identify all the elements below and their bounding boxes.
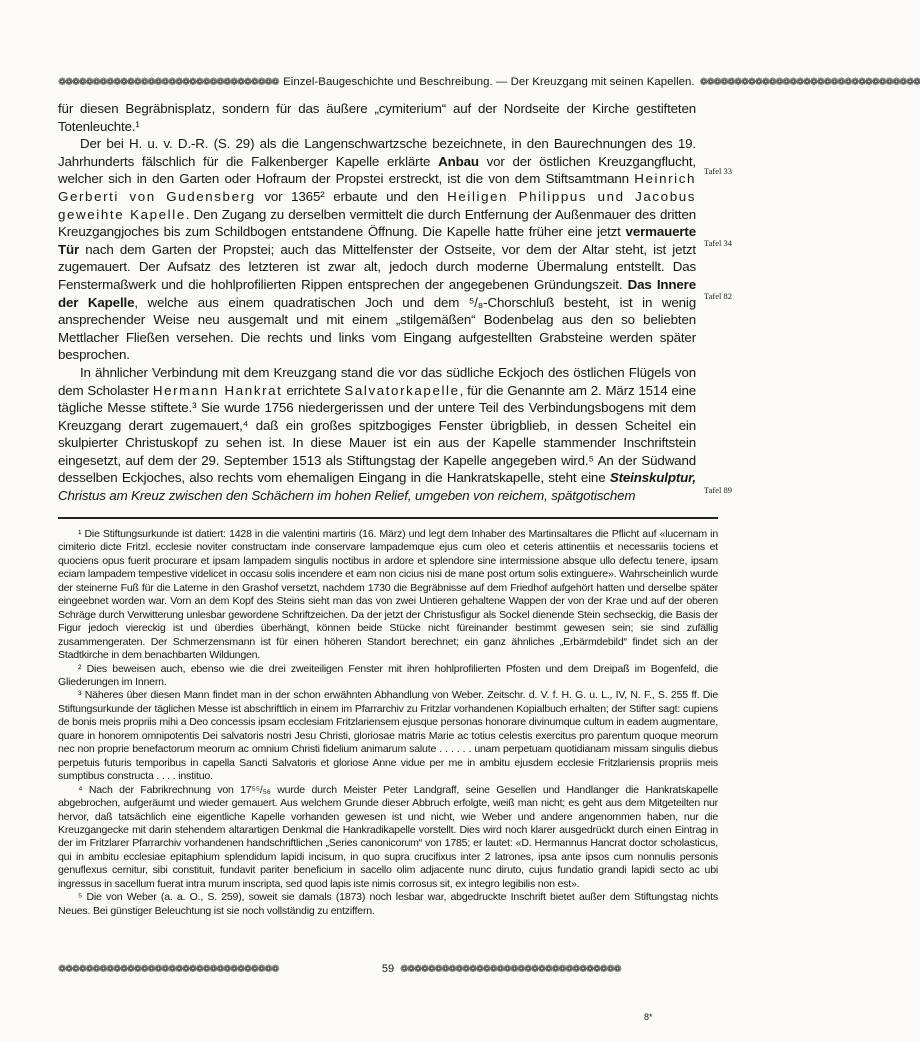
footer-ornament-right: ❁❁❁❁❁❁❁❁❁❁❁❁❁❁❁❁❁❁❁❁❁❁❁❁❁❁❁❁❁❁❁❁ [400,963,621,975]
text-span: , für die Genannte am 2. März 1514 eine tägliche Messe stiftete.³ Sie wurde 1756 niedergerissen und der untere Teil des Verbindungsbogens mit dem Kreuzgang derart zugemauert,⁴ daß ein großes spitzbogiges Fenster übrigblieb, in dessen Scheitel ein skulpierter Christuskopf zu sehen ist. In diese Mauer ist ein aus der Kapelle stammender Inschriftstein eingesetzt, auf dem der 29. September 1513 als Stiftungstag der Kapelle angegeben wird.⁵ An der Südwand desselben Eckjoches, also rechts vom ehemaligen Eingang in die Hankratskapelle, steht eine [58,382,696,486]
text-span: In ähnlicher Verbindung mit dem Kreuzgang stand die vor das südliche Eckjoch des östlichen Flügels von dem Scholaster [58,364,696,398]
text-span: Der bei H. u. v. D.-R. (S. 29) als die Langenschwartzsche bezeichnete, in den Baurechnungen des 19. Jahrhunderts fälschlich für die Falkenberger Kapelle erklärte [58,136,696,169]
term-steinskulptur: Steinskulptur, [609,470,696,486]
margin-note-tafel-82: Tafel 82 [704,291,732,301]
text-span: . Den Zugang zu derselben vermittelt die durch Entfernung der Außenmauer des dritten Kreuzgangjoches bis zum Schildbogen entstandene Öffnung. Die Kapelle hatte früher eine jetzt [58,206,696,240]
text-span: vor 1365² erbaute und den [255,188,448,204]
term-anbau: Anbau [438,153,479,169]
running-header [58,74,920,90]
page-footer [58,962,718,976]
footnote-3: ³ Näheres über diesen Mann findet man in der schon erwähnten Abhandlung von Weber. Zeitschr. d. V. f. H. G. u. L., IV, N. F., S. 255 ff. Die Stiftungsurkunde der täglichen Messe ist abschriftlich in einem im Pfarrarchiv zu Fritzlar vorhandenen Kopialbuch erhalten; der Stifter sagt: cupiens de bonis meis propriis mihi a Deo concessis ipsam ecclesiam Fritzlariensem ejusque personas honorare divinumque cultum in eadem augmentare, quare in honorem omnipotentis Dei salvatoris nostri Jesu Christi, gloriosae matris Marie ac totius celestis exercitus pro parentum quoque meorum nec non proprie benefactorum meorum ac omnium Christi fidelium animarum salute . . . . . . unam perpetuam quotidianam missam singulis diebus perpetuis futuris temporibus in capella Sancti Salvatoris et gloriose Anne vidue per me in ambitu ejusdem ecclesie Fritzlariensis propriis meis sumptibus constructa . . . . instituo. [58,689,718,783]
footnotes [58,528,718,918]
footnote-4: ⁴ Nach der Fabrikrechnung von 17⁵⁵/₅₆ wurde durch Meister Peter Landgraff, seine Gesellen und Handlanger die Hankratskapelle abgebrochen, aufgeräumt und wieder gemauert. Aus welchem Grunde dieser Abbruch erfolgte, weiß man nicht; es geht aus dem Mitgeteilten nur hervor, daß tatsächlich eine eigentliche Kapelle vorhanden gewesen ist und nicht, wie Weber und andere angenommen haben, nur die Kreuzgangecke mit darin stehendem altarartigen Denkmal die Hankradikapelle vorstellt. Dies wird noch klarer ausgedrückt durch einen Eintrag in der im Fritzlarer Pfarrarchiv vorhandenen handschriftlichen „Series canonicorum“ von 1785; er lautet: «D. Hermannus Hancrat doctor scholasticus, qui in ambitu ecclesiae epitaphium splendidum lapidi incisum, in quo supra crucifixus inter 2 latrones, ipsa ante ipsos cum nonnulis personis genuflexus cernitur, sibi constituit, fundavit pariter beneficium in sacello olim adjacente nunc diruto, cujus fundatio grandi lapidi secto ac ubi ingressus in sacellum fuerat intra murum inscripta, sed quod lapis iste nimis corrosus sit, ex integro legibilis non est». [58,783,718,890]
signature-mark: 8* [644,1012,653,1022]
main-text [58,100,696,505]
person-name: Heinrich Gerberti von Gudensberg [58,171,696,204]
running-header-title: Einzel-Baugeschichte und Beschreibung. — Der Kreuzgang mit seinen Kapellen. [283,76,695,88]
paragraph-2 [58,135,696,364]
header-ornament-right: ❁❁❁❁❁❁❁❁❁❁❁❁❁❁❁❁❁❁❁❁❁❁❁❁❁❁❁❁❁❁❁❁ [699,76,920,88]
paragraph-1: für diesen Begräbnisplatz, sondern für das äußere „cymiterium“ auf der Nordseite der Kirche gestifteten Totenleuchte.¹ [58,101,696,134]
chapel-name: Heiligen Philippus und Jacobus geweihte Kapelle [58,188,697,222]
text-span: , welche aus einem quadratischen Joch und dem ⁵/₈-Chorschluß besteht, ist in wenig ansprechender Weise neu ausgemalt und mit einem „stilgemäßen“ Bodenbelag aus den so beliebten Mettlacher Fließen versehen. Die rechts und links vom Eingang aufgestellten Grabsteine werden später besprochen. [58,294,696,363]
paragraph-3 [58,364,696,505]
text-span: errichtete [282,382,345,398]
footnote-1: ¹ Die Stiftungsurkunde ist datiert: 1428 in die valentini martiris (16. März) und legt dem Inhaber des Martinsaltares die Pflicht auf «lucernam in cimiterio dicte Fritzl. ecclesie noviter constructam inde conservare lampademque ejus cum oleo et ceteris attinentiis et necessariis tociens et quociens opus fuerit procurare et ipsam lampadem singulis noctibus in ardore et splendore sine intermissione absque ullo defectu tenere, ipsam eciam lampadem tempestive videlicet in occasu solis incendere et eam non cicius nisi de mane post ortum solis extinguere». Wahrscheinlich wurde der steinerne Fuß für die Laterne in den Grashof versetzt, nachdem 1730 die Begräbnisse auf dem Friedhof aufgehört hatten und derselbe später eingeebnet worden war. Vorn an dem Kopf des Steins sieht man das von zwei Untieren gehaltene Wappen der von der Krae und auf der oberen Schräge durch Verwitterung unlesbar gewordene Schriftzeichen. Da der jetzt der Christusfigur als Sockel dienende Stein sechseckig, die Basis der Figur jedoch viereckig ist und überdies überhängt, können beide Stücke nicht füreinander bestimmt gewesen sein; sie sind zufällig zusammengeraten. Der Schmerzensmann ist für einen höheren Standort berechnet; ein ganz ähnliches „Erbärmdebild“ findet sich an der Stadtkirche in dem benachbarten Wildungen. [58,528,718,662]
margin-note-tafel-33: Tafel 33 [704,166,732,176]
header-ornament-left: ❁❁❁❁❁❁❁❁❁❁❁❁❁❁❁❁❁❁❁❁❁❁❁❁❁❁❁❁❁❁❁❁ [58,76,279,88]
page-number: 59 [381,963,395,975]
footnote-2: ² Dies beweisen auch, ebenso wie die drei zweiteiligen Fenster mit ihren hohlprofilierten Pfosten und dem Dreipaß im Bogenfeld, die Gliederungen im Innern. [58,662,718,688]
person-name: Hermann Hankrat [152,382,283,398]
margin-note-tafel-34: Tafel 34 [704,238,732,248]
term-innere: Das Innere der Kapelle [58,276,696,310]
text-span: nach dem Garten der Propstei; auch das Mittelfenster der Ostseite, vor dem der Altar steht, ist jetzt zugemauert. Der Aufsatz des letzteren ist zwar alt, jedoch durch moderne Übermalung entstellt. Das Fenstermaßwerk und die hohlprofilierten Rippen entsprechen der angegebenen Gründungszeit. [58,241,696,292]
term-tuer: vermauerte Tür [58,224,696,257]
footnote-divider [58,517,718,519]
footnote-5: ⁵ Die von Weber (a. a. O., S. 259), soweit sie damals (1873) noch lesbar war, abgedruckte Inschrift bietet außer dem Stiftungstag nichts Neues. Bei günstiger Beleuchtung ist sie noch vollständig zu entziffern. [58,891,718,917]
text-span: vor der östlichen Kreuzgangflucht, welcher sich in den Garten oder Hofraum der Propstei erstreckt, ist die von dem Stiftsamtmann [58,153,696,187]
margin-note-tafel-89: Tafel 89 [704,485,732,495]
text-span-italic: Christus am Kreuz zwischen den Schächern im hohen Relief, umgeben von reichem, spätgotischem [58,488,636,504]
footer-ornament-left: ❁❁❁❁❁❁❁❁❁❁❁❁❁❁❁❁❁❁❁❁❁❁❁❁❁❁❁❁❁❁❁❁ [58,963,279,975]
chapel-name: Salvatorkapelle [344,382,460,398]
